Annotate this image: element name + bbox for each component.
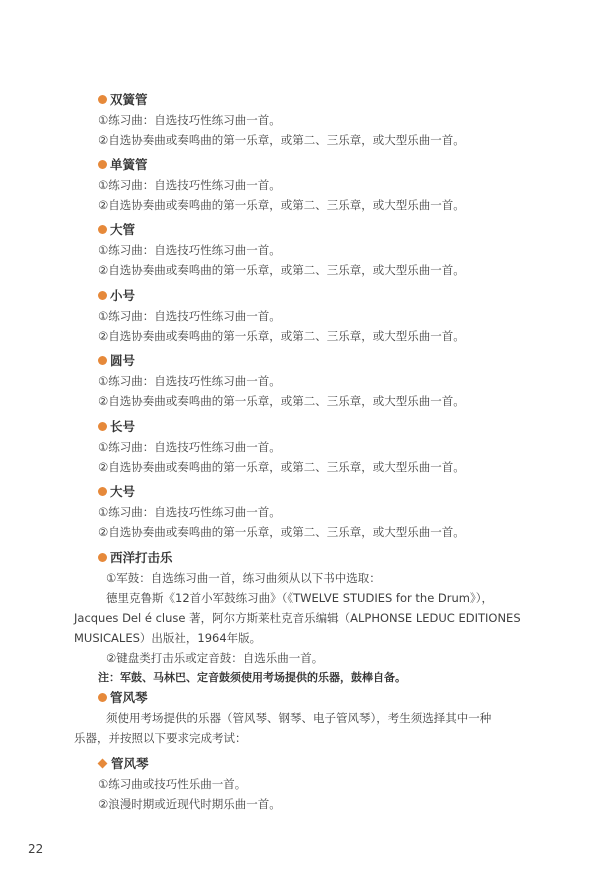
requirement-line: ①练习曲：自选技巧性练习曲一首。 — [98, 309, 281, 323]
requirement-line: ②自选协奏曲或奏鸣曲的第一乐章，或第二、三乐章，或大型乐曲一首。 — [98, 460, 465, 474]
requirement-line: ②自选协奏曲或奏鸣曲的第一乐章，或第二、三乐章，或大型乐曲一首。 — [98, 394, 465, 408]
section-trumpet — [98, 286, 540, 346]
section-title — [98, 351, 540, 371]
section-tuba — [98, 482, 540, 542]
requirement-line: MUSICALES）出版社，1964年版。 — [74, 631, 262, 645]
requirement-line: 德里克鲁斯《12首小军鼓练习曲》（《TWELVE STUDIES for the Drum》）， — [106, 591, 494, 605]
section-title — [98, 220, 540, 240]
section-title-text: 大管 — [110, 222, 136, 237]
bullet-diamond-icon — [98, 759, 108, 769]
bullet-dot-icon — [98, 422, 107, 431]
requirement-line: ①练习曲：自选技巧性练习曲一首。 — [98, 178, 281, 192]
requirement-line: ①练习曲或技巧性乐曲一首。 — [98, 777, 247, 791]
requirement-line: ①练习曲：自选技巧性练习曲一首。 — [98, 440, 281, 454]
requirement-line: ①军鼓：自选练习曲一首，练习曲须从以下书中选取： — [106, 571, 381, 585]
section-title — [98, 688, 540, 708]
subsection-title — [98, 754, 540, 774]
section-clarinet — [98, 155, 540, 215]
requirement-line: ②自选协奏曲或奏鸣曲的第一乐章，或第二、三乐章，或大型乐曲一首。 — [98, 329, 465, 343]
bullet-dot-icon — [98, 487, 107, 496]
requirement-line: ①练习曲：自选技巧性练习曲一首。 — [98, 505, 281, 519]
section-title-text: 圆号 — [110, 353, 136, 368]
requirement-line: ①练习曲：自选技巧性练习曲一首。 — [98, 374, 281, 388]
section-title-text: 大号 — [110, 484, 136, 499]
requirement-line: ②浪漫时期或近现代时期乐曲一首。 — [98, 797, 281, 811]
section-title — [98, 548, 540, 568]
page-number: 22 — [28, 842, 44, 856]
requirement-line: ②自选协奏曲或奏鸣曲的第一乐章，或第二、三乐章，或大型乐曲一首。 — [98, 263, 465, 277]
bullet-dot-icon — [98, 291, 107, 300]
section-title-text: 单簧管 — [110, 157, 148, 172]
section-title-text: 管风琴 — [110, 690, 148, 705]
section-title — [98, 417, 540, 437]
requirement-line: ①练习曲：自选技巧性练习曲一首。 — [98, 113, 281, 127]
subsection-title-text: 管风琴 — [111, 756, 149, 771]
section-title-text: 长号 — [110, 419, 136, 434]
bullet-dot-icon — [98, 693, 107, 702]
requirement-line: ②键盘类打击乐或定音鼓：自选乐曲一首。 — [106, 651, 324, 665]
bullet-dot-icon — [98, 553, 107, 562]
requirement-line: ②自选协奏曲或奏鸣曲的第一乐章，或第二、三乐章，或大型乐曲一首。 — [98, 133, 465, 147]
section-title — [98, 155, 540, 175]
requirement-line: ②自选协奏曲或奏鸣曲的第一乐章，或第二、三乐章，或大型乐曲一首。 — [98, 525, 465, 539]
section-title-text: 西洋打击乐 — [110, 550, 173, 565]
bullet-dot-icon — [98, 95, 107, 104]
description-line: 须使用考场提供的乐器（管风琴、钢琴、电子管风琴），考生须选择其中一种 — [106, 711, 492, 725]
section-title-text: 双簧管 — [110, 92, 148, 107]
description-line: 乐器，并按照以下要求完成考试： — [74, 731, 247, 745]
section-oboe — [98, 90, 540, 150]
section-title — [98, 482, 540, 502]
section-title-text: 小号 — [110, 288, 136, 303]
section-organ — [74, 688, 540, 814]
note-line: 注：军鼓、马林巴、定音鼓须使用考场提供的乐器，鼓棒自备。 — [98, 671, 406, 684]
requirement-line: ①练习曲：自选技巧性练习曲一首。 — [98, 243, 281, 257]
bullet-dot-icon — [98, 160, 107, 169]
section-french-horn — [98, 351, 540, 411]
section-trombone — [98, 417, 540, 477]
section-title — [98, 90, 540, 110]
requirement-line: Jacques Del é cluse 著，阿尔方斯莱杜克音乐编辑（ALPHONSE LEDUC EDITIONES — [74, 611, 521, 625]
section-bassoon — [98, 220, 540, 280]
bullet-dot-icon — [98, 225, 107, 234]
requirement-line: ②自选协奏曲或奏鸣曲的第一乐章，或第二、三乐章，或大型乐曲一首。 — [98, 198, 465, 212]
section-title — [98, 286, 540, 306]
bullet-dot-icon — [98, 356, 107, 365]
section-percussion — [74, 548, 540, 688]
